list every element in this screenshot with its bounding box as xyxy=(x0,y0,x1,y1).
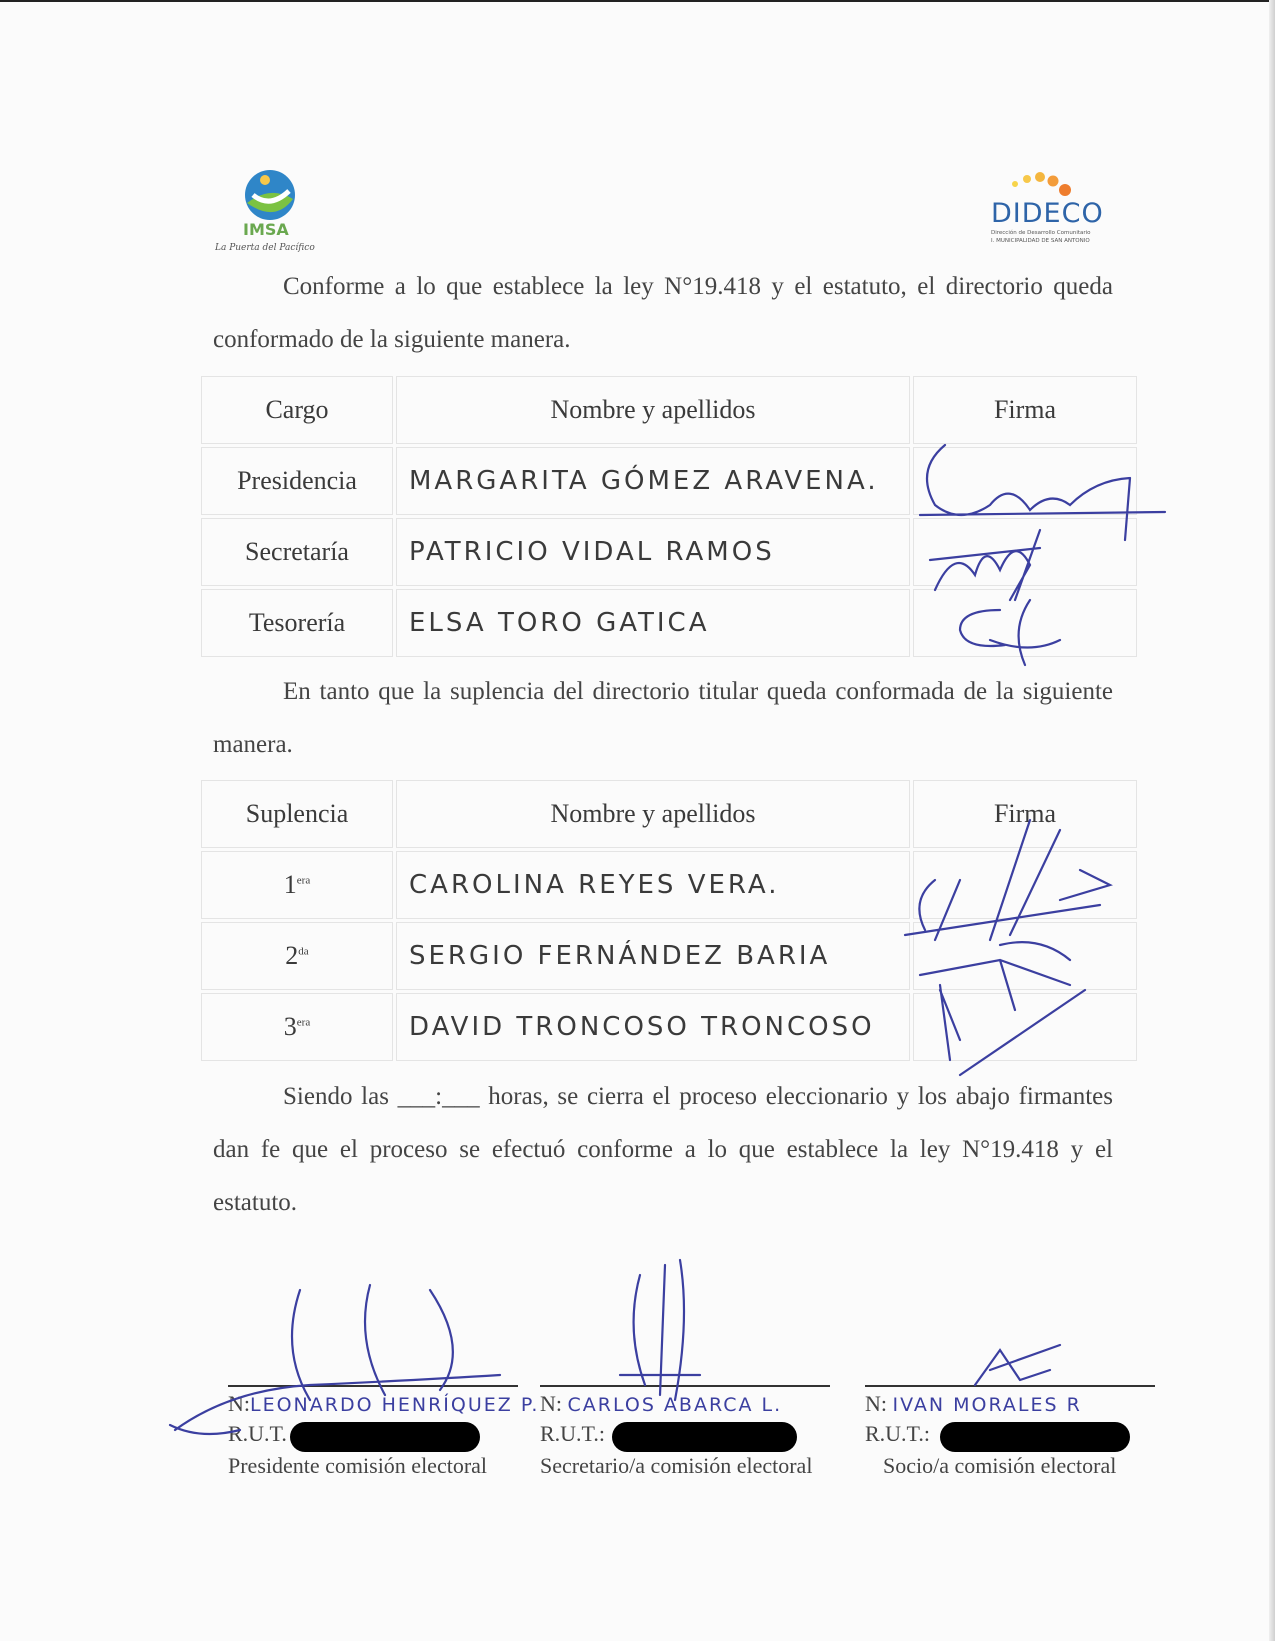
orden-cell: $1^{era}$ xyxy=(201,851,393,919)
redaction-bar xyxy=(940,1422,1130,1452)
firmante-role: Socio/a comisión electoral xyxy=(883,1453,1117,1478)
firmante-secretario xyxy=(540,1385,830,1479)
header-nombre: Nombre y apellidos xyxy=(396,376,910,444)
header-nombre: Nombre y apellidos xyxy=(396,780,910,848)
directorio-table xyxy=(198,373,1140,660)
suplencia-text: En tanto que la suplencia del directorio titular queda conformada de la siguiente manera. xyxy=(213,678,1113,758)
firma-cell xyxy=(913,447,1137,515)
scan-edge-top xyxy=(0,0,1275,2)
table-row xyxy=(201,993,1137,1061)
nombre-cell: CAROLINA REYES VERA. xyxy=(396,851,910,919)
firma-cell xyxy=(913,993,1137,1061)
header-suplencia: Suplencia xyxy=(201,780,393,848)
signature-line xyxy=(540,1385,830,1387)
table-row xyxy=(201,518,1137,586)
orden-cell: $3^{era}$ xyxy=(201,993,393,1061)
orden-cell: $2^{da}$ xyxy=(201,922,393,990)
scan-edge-right xyxy=(1269,0,1275,1641)
signature-firmante-2 xyxy=(620,1260,700,1400)
firma-cell xyxy=(913,518,1137,586)
imsa-logo xyxy=(215,165,330,260)
dideco-logo-subtitle-1: Dirección de Desarrollo Comunitario xyxy=(991,230,1091,236)
table-header-row xyxy=(201,376,1137,444)
dideco-logo xyxy=(985,172,1110,252)
suplencia-table xyxy=(198,777,1140,1064)
header-firma: Firma xyxy=(913,376,1137,444)
nombre-cell: MARGARITA GÓMEZ ARAVENA. xyxy=(396,447,910,515)
suplencia-paragraph xyxy=(213,665,1113,771)
cargo-cell: Tesorería xyxy=(201,589,393,657)
intro-text: Conforme a lo que establece la ley N°19.418 y el estatuto, el directorio queda conformado de la siguiente manera. xyxy=(213,273,1113,353)
firma-cell xyxy=(913,922,1137,990)
header-firma: Firma xyxy=(913,780,1137,848)
table-row xyxy=(201,447,1137,515)
intro-paragraph xyxy=(213,260,1113,366)
table-row xyxy=(201,589,1137,657)
firma-cell xyxy=(913,589,1137,657)
redaction-bar xyxy=(612,1422,797,1452)
signature-line xyxy=(865,1385,1155,1387)
cierre-paragraph xyxy=(213,1070,1113,1229)
nombre-cell: DAVID TRONCOSO TRONCOSO xyxy=(396,993,910,1061)
firmante-name: N: CARLOS ABARCA L. xyxy=(540,1391,783,1416)
nombre-cell: PATRICIO VIDAL RAMOS xyxy=(396,518,910,586)
firmante-name: N:LEONARDO HENRÍQUEZ P. xyxy=(228,1391,540,1416)
imsa-logo-name: IMSA xyxy=(243,220,289,239)
firmante-name: N: IVAN MORALES R xyxy=(865,1391,1082,1416)
firmante-rut: R.U.T.: xyxy=(540,1421,830,1453)
firmante-socio xyxy=(865,1385,1155,1479)
signature-firmante-3 xyxy=(975,1345,1060,1385)
table-row xyxy=(201,922,1137,990)
table-row xyxy=(201,851,1137,919)
signature-line xyxy=(228,1385,518,1387)
table-header-row xyxy=(201,780,1137,848)
cargo-cell: Secretaría xyxy=(201,518,393,586)
firmante-role: Secretario/a comisión electoral xyxy=(540,1453,813,1478)
cierre-text: Siendo las ___:___ horas, se cierra el proceso eleccionario y los abajo firmantes dan fe que el proceso se efectuó conforme a lo que establece la ley N°19.418 y el estatuto. xyxy=(213,1083,1113,1216)
nombre-cell: ELSA TORO GATICA xyxy=(396,589,910,657)
cargo-cell: Presidencia xyxy=(201,447,393,515)
dideco-logo-name: DIDECO xyxy=(991,198,1104,229)
firmante-rut: R.U.T.: xyxy=(865,1421,1155,1453)
header-cargo: Cargo xyxy=(201,376,393,444)
dideco-logo-subtitle-2: I. MUNICIPALIDAD DE SAN ANTONIO xyxy=(991,238,1090,244)
firmante-presidente xyxy=(228,1385,540,1479)
firma-cell xyxy=(913,851,1137,919)
redaction-bar xyxy=(290,1422,480,1452)
imsa-logo-tagline: La Puerta del Pacífico xyxy=(215,243,315,253)
firmante-rut: R.U.T. xyxy=(228,1421,518,1453)
firmante-role: Presidente comisión electoral xyxy=(228,1453,488,1478)
nombre-cell: SERGIO FERNÁNDEZ BARIA xyxy=(396,922,910,990)
